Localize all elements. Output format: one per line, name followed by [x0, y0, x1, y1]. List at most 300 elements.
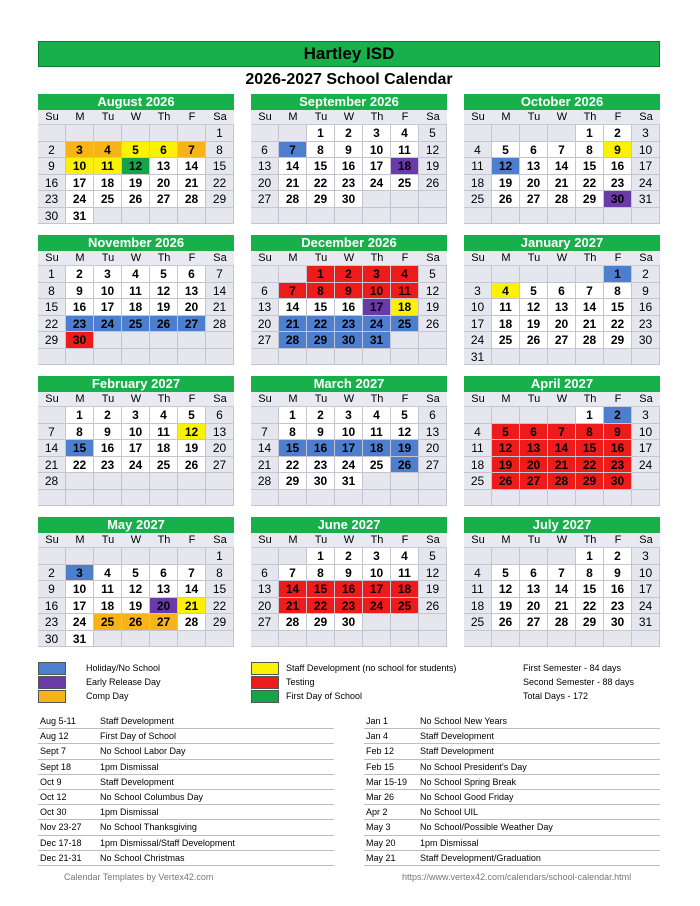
month-title: November 2026 [38, 235, 234, 251]
empty-day-cell [391, 332, 419, 349]
event-date: May 21 [366, 852, 396, 863]
weekday-header: M [279, 392, 307, 407]
day-cell: 5 [520, 283, 548, 300]
day-cell: 9 [38, 158, 66, 175]
day-cell: 1 [576, 125, 604, 142]
day-cell: 2 [604, 407, 632, 424]
empty-day-cell [94, 490, 122, 507]
empty-day-cell [251, 266, 279, 283]
day-cell: 26 [492, 614, 520, 631]
empty-day-cell [391, 490, 419, 507]
day-cell: 22 [38, 316, 66, 333]
day-cell: 28 [548, 473, 576, 490]
month-calendar [251, 235, 447, 365]
day-cell: 9 [632, 283, 660, 300]
weekday-header: Tu [307, 533, 335, 548]
day-cell: 1 [307, 548, 335, 565]
weekday-header: Su [464, 251, 492, 266]
day-cell: 4 [363, 407, 391, 424]
day-cell: 14 [279, 299, 307, 316]
day-cell: 23 [604, 175, 632, 192]
weekday-header: Tu [520, 251, 548, 266]
legend-early-swatch [38, 676, 66, 689]
day-cell: 4 [391, 548, 419, 565]
weekday-header: Tu [520, 533, 548, 548]
day-cell: 10 [122, 424, 150, 441]
empty-day-cell [307, 208, 335, 225]
day-cell: 4 [391, 125, 419, 142]
day-cell: 17 [363, 299, 391, 316]
day-cell: 27 [251, 191, 279, 208]
day-cell: 3 [94, 266, 122, 283]
event-row [364, 729, 660, 744]
day-cell: 1 [206, 125, 234, 142]
weekday-header: Su [251, 533, 279, 548]
day-cell: 16 [38, 175, 66, 192]
empty-day-cell [150, 490, 178, 507]
day-cell: 19 [492, 175, 520, 192]
day-cell: 25 [391, 316, 419, 333]
day-cell: 16 [38, 598, 66, 615]
day-cell: 12 [492, 440, 520, 457]
day-cell: 8 [576, 142, 604, 159]
weekday-header: Su [464, 533, 492, 548]
day-cell: 19 [419, 581, 447, 598]
weekday-header: Tu [307, 251, 335, 266]
empty-day-cell [604, 349, 632, 366]
empty-day-cell [150, 631, 178, 648]
event-description: No School/Possible Weather Day [420, 822, 553, 833]
day-cell: 26 [520, 332, 548, 349]
weekday-header: Tu [307, 392, 335, 407]
day-cell: 23 [604, 598, 632, 615]
empty-day-cell [632, 631, 660, 648]
empty-day-cell [520, 266, 548, 283]
empty-day-cell [279, 349, 307, 366]
day-cell: 10 [94, 283, 122, 300]
day-cell: 3 [363, 266, 391, 283]
day-cell: 11 [464, 440, 492, 457]
day-cell: 28 [576, 332, 604, 349]
empty-day-cell [279, 208, 307, 225]
day-cell: 10 [464, 299, 492, 316]
day-cell: 2 [94, 407, 122, 424]
empty-day-cell [363, 208, 391, 225]
empty-day-cell [548, 349, 576, 366]
weekday-header: Th [363, 110, 391, 125]
day-cell: 25 [492, 332, 520, 349]
weekday-header: Th [363, 533, 391, 548]
day-cell: 23 [94, 457, 122, 474]
empty-day-cell [604, 208, 632, 225]
event-row [364, 744, 660, 759]
legend-holiday-label: Holiday/No School [86, 663, 161, 673]
day-cell: 11 [492, 299, 520, 316]
legend-first-swatch [251, 690, 279, 703]
day-cell: 24 [632, 175, 660, 192]
day-cell: 7 [206, 266, 234, 283]
empty-day-cell [548, 631, 576, 648]
day-cell: 17 [632, 581, 660, 598]
empty-day-cell [251, 407, 279, 424]
month-grid [251, 110, 447, 224]
empty-day-cell [520, 490, 548, 507]
day-cell: 1 [576, 548, 604, 565]
empty-day-cell [520, 631, 548, 648]
day-cell: 16 [307, 440, 335, 457]
day-cell: 5 [419, 125, 447, 142]
day-cell: 2 [38, 565, 66, 582]
weekday-header: Tu [94, 392, 122, 407]
weekday-header: Su [464, 392, 492, 407]
event-description: Staff Development [420, 746, 494, 757]
empty-day-cell [464, 208, 492, 225]
day-cell: 26 [122, 614, 150, 631]
empty-day-cell [178, 208, 206, 225]
month-grid [38, 392, 234, 506]
day-cell: 5 [391, 407, 419, 424]
day-cell: 3 [363, 125, 391, 142]
day-cell: 5 [492, 142, 520, 159]
month-grid [464, 392, 660, 506]
empty-day-cell [94, 349, 122, 366]
event-date: Dec 21-31 [40, 852, 82, 863]
day-cell: 22 [206, 175, 234, 192]
day-cell: 20 [251, 175, 279, 192]
event-date: Aug 12 [40, 731, 69, 742]
weekday-header: Th [363, 392, 391, 407]
day-cell: 3 [335, 407, 363, 424]
day-cell: 1 [206, 548, 234, 565]
empty-day-cell [391, 614, 419, 631]
events-list-right [364, 714, 660, 866]
day-cell: 30 [604, 473, 632, 490]
day-cell: 8 [576, 424, 604, 441]
empty-day-cell [206, 208, 234, 225]
weekday-header: M [279, 110, 307, 125]
weekday-header: Sa [419, 533, 447, 548]
weekday-header: W [122, 251, 150, 266]
day-cell: 3 [363, 548, 391, 565]
day-cell: 2 [38, 142, 66, 159]
event-description: No School Christmas [100, 852, 185, 863]
month-calendar [38, 94, 234, 224]
day-cell: 9 [335, 142, 363, 159]
district-title: Hartley ISD [38, 41, 660, 67]
day-cell: 11 [122, 283, 150, 300]
event-row [364, 836, 660, 851]
day-cell: 17 [94, 299, 122, 316]
empty-day-cell [122, 548, 150, 565]
day-cell: 12 [520, 299, 548, 316]
day-cell: 23 [335, 175, 363, 192]
day-cell: 23 [604, 457, 632, 474]
day-cell: 14 [548, 440, 576, 457]
empty-day-cell [492, 349, 520, 366]
day-cell: 29 [279, 473, 307, 490]
weekday-header: M [66, 251, 94, 266]
weekday-header: Th [150, 251, 178, 266]
legend-comp-label: Comp Day [86, 691, 129, 701]
weekday-header: Th [576, 533, 604, 548]
weekday-header: M [492, 110, 520, 125]
day-cell: 10 [363, 565, 391, 582]
day-cell: 7 [38, 424, 66, 441]
day-cell: 18 [94, 175, 122, 192]
day-cell: 5 [122, 142, 150, 159]
empty-day-cell [548, 548, 576, 565]
day-cell: 21 [548, 598, 576, 615]
day-cell: 27 [520, 191, 548, 208]
empty-day-cell [279, 125, 307, 142]
month-grid [251, 251, 447, 365]
day-cell: 12 [419, 283, 447, 300]
day-cell: 6 [178, 266, 206, 283]
day-cell: 4 [150, 407, 178, 424]
event-row [38, 714, 334, 729]
event-row [38, 729, 334, 744]
day-cell: 15 [206, 581, 234, 598]
day-cell: 19 [150, 299, 178, 316]
day-cell: 15 [576, 158, 604, 175]
day-cell: 28 [178, 614, 206, 631]
event-row [364, 775, 660, 790]
day-cell: 18 [391, 299, 419, 316]
empty-day-cell [150, 125, 178, 142]
day-cell: 19 [178, 440, 206, 457]
day-cell: 1 [38, 266, 66, 283]
day-cell: 4 [464, 142, 492, 159]
empty-day-cell [548, 125, 576, 142]
weekday-header: M [492, 533, 520, 548]
empty-day-cell [94, 332, 122, 349]
event-description: 1pm Dismissal/Staff Development [100, 837, 235, 848]
weekday-header: Sa [206, 392, 234, 407]
footer-url[interactable]: https://www.vertex42.com/calendars/school-calendar.html [402, 872, 632, 882]
legend-staff-swatch [251, 662, 279, 675]
weekday-header: Tu [94, 110, 122, 125]
empty-day-cell [492, 407, 520, 424]
day-cell: 10 [632, 565, 660, 582]
day-cell: 29 [307, 332, 335, 349]
empty-day-cell [178, 125, 206, 142]
day-cell: 13 [150, 581, 178, 598]
empty-day-cell [251, 631, 279, 648]
empty-day-cell [419, 631, 447, 648]
empty-day-cell [520, 349, 548, 366]
day-cell: 16 [335, 158, 363, 175]
weekday-header: F [604, 392, 632, 407]
empty-day-cell [464, 407, 492, 424]
day-cell: 18 [464, 457, 492, 474]
day-cell: 15 [307, 158, 335, 175]
day-cell: 6 [520, 142, 548, 159]
day-cell: 12 [492, 158, 520, 175]
weekday-header: W [122, 392, 150, 407]
day-cell: 17 [632, 440, 660, 457]
weekday-header: Su [38, 251, 66, 266]
day-cell: 25 [94, 191, 122, 208]
day-cell: 6 [520, 424, 548, 441]
day-cell: 22 [604, 316, 632, 333]
event-date: Sept 18 [40, 761, 72, 772]
day-cell: 20 [548, 316, 576, 333]
day-cell: 9 [94, 424, 122, 441]
empty-day-cell [363, 631, 391, 648]
day-cell: 17 [66, 175, 94, 192]
day-cell: 17 [335, 440, 363, 457]
day-cell: 21 [548, 457, 576, 474]
event-row [364, 820, 660, 835]
weekday-header: W [335, 392, 363, 407]
empty-day-cell [604, 631, 632, 648]
empty-day-cell [178, 332, 206, 349]
day-cell: 30 [307, 473, 335, 490]
day-cell: 19 [492, 457, 520, 474]
day-cell: 31 [632, 614, 660, 631]
event-row [38, 805, 334, 820]
weekday-header: W [548, 110, 576, 125]
day-cell: 22 [206, 598, 234, 615]
event-row [364, 790, 660, 805]
day-cell: 15 [576, 440, 604, 457]
day-cell: 30 [66, 332, 94, 349]
month-grid [464, 110, 660, 224]
event-date: Sept 7 [40, 746, 67, 757]
day-cell: 16 [604, 440, 632, 457]
day-cell: 26 [419, 598, 447, 615]
empty-day-cell [464, 548, 492, 565]
day-cell: 24 [363, 598, 391, 615]
day-cell: 5 [419, 266, 447, 283]
day-cell: 25 [464, 191, 492, 208]
event-row [38, 760, 334, 775]
weekday-header: M [66, 392, 94, 407]
empty-day-cell [38, 548, 66, 565]
empty-day-cell [520, 407, 548, 424]
day-cell: 13 [251, 299, 279, 316]
weekday-header: Su [38, 110, 66, 125]
day-cell: 10 [363, 283, 391, 300]
weekday-header: F [178, 533, 206, 548]
day-cell: 24 [363, 316, 391, 333]
empty-day-cell [419, 191, 447, 208]
empty-day-cell [335, 349, 363, 366]
day-cell: 21 [279, 598, 307, 615]
day-cell: 27 [520, 614, 548, 631]
event-row [364, 851, 660, 866]
day-cell: 20 [251, 598, 279, 615]
day-cell: 20 [150, 175, 178, 192]
day-cell: 8 [206, 142, 234, 159]
weekday-header: Su [38, 533, 66, 548]
day-cell: 24 [363, 175, 391, 192]
empty-day-cell [206, 631, 234, 648]
day-cell: 24 [335, 457, 363, 474]
weekday-header: Sa [632, 251, 660, 266]
day-cell: 25 [150, 457, 178, 474]
day-cell: 13 [251, 158, 279, 175]
event-description: Staff Development [100, 716, 174, 726]
empty-day-cell [632, 349, 660, 366]
event-row [38, 836, 334, 851]
day-cell: 26 [419, 316, 447, 333]
day-cell: 20 [520, 598, 548, 615]
weekday-header: Su [251, 110, 279, 125]
day-cell: 8 [66, 424, 94, 441]
day-cell: 1 [307, 266, 335, 283]
day-cell: 25 [363, 457, 391, 474]
day-cell: 21 [178, 175, 206, 192]
day-cell: 7 [251, 424, 279, 441]
day-cell: 26 [122, 191, 150, 208]
day-cell: 30 [604, 614, 632, 631]
weekday-header: M [66, 533, 94, 548]
event-row [38, 790, 334, 805]
month-grid [251, 533, 447, 647]
weekday-header: W [122, 533, 150, 548]
day-cell: 10 [632, 424, 660, 441]
weekday-header: Sa [632, 392, 660, 407]
day-cell: 29 [206, 614, 234, 631]
empty-day-cell [576, 208, 604, 225]
day-cell: 19 [122, 175, 150, 192]
day-cell: 2 [604, 125, 632, 142]
day-cell: 15 [307, 299, 335, 316]
empty-day-cell [279, 490, 307, 507]
event-date: Feb 15 [366, 761, 395, 772]
day-cell: 19 [122, 598, 150, 615]
empty-day-cell [548, 208, 576, 225]
day-cell: 3 [122, 407, 150, 424]
day-cell: 20 [206, 440, 234, 457]
day-cell: 25 [391, 175, 419, 192]
day-cell: 17 [464, 316, 492, 333]
day-cell: 13 [150, 158, 178, 175]
day-cell: 14 [576, 299, 604, 316]
day-cell: 14 [178, 581, 206, 598]
day-cell: 12 [419, 565, 447, 582]
empty-day-cell [391, 473, 419, 490]
event-row [364, 760, 660, 775]
day-cell: 22 [66, 457, 94, 474]
day-cell: 20 [150, 598, 178, 615]
empty-day-cell [307, 631, 335, 648]
footer-credit: Calendar Templates by Vertex42.com [64, 872, 214, 882]
event-date: Jan 4 [366, 731, 389, 742]
weekday-header: Sa [206, 533, 234, 548]
legend-early-label: Early Release Day [86, 677, 161, 687]
event-description: 1pm Dismissal [100, 807, 159, 818]
day-cell: 11 [94, 581, 122, 598]
empty-day-cell [66, 349, 94, 366]
day-cell: 31 [335, 473, 363, 490]
day-cell: 6 [251, 142, 279, 159]
empty-day-cell [307, 349, 335, 366]
day-cell: 27 [206, 457, 234, 474]
day-cell: 2 [307, 407, 335, 424]
day-cell: 16 [632, 299, 660, 316]
empty-day-cell [38, 125, 66, 142]
day-cell: 20 [520, 175, 548, 192]
month-calendar [38, 376, 234, 506]
day-cell: 8 [604, 283, 632, 300]
day-cell: 18 [94, 598, 122, 615]
day-cell: 11 [391, 142, 419, 159]
empty-day-cell [178, 490, 206, 507]
weekday-header: W [335, 251, 363, 266]
day-cell: 6 [206, 407, 234, 424]
